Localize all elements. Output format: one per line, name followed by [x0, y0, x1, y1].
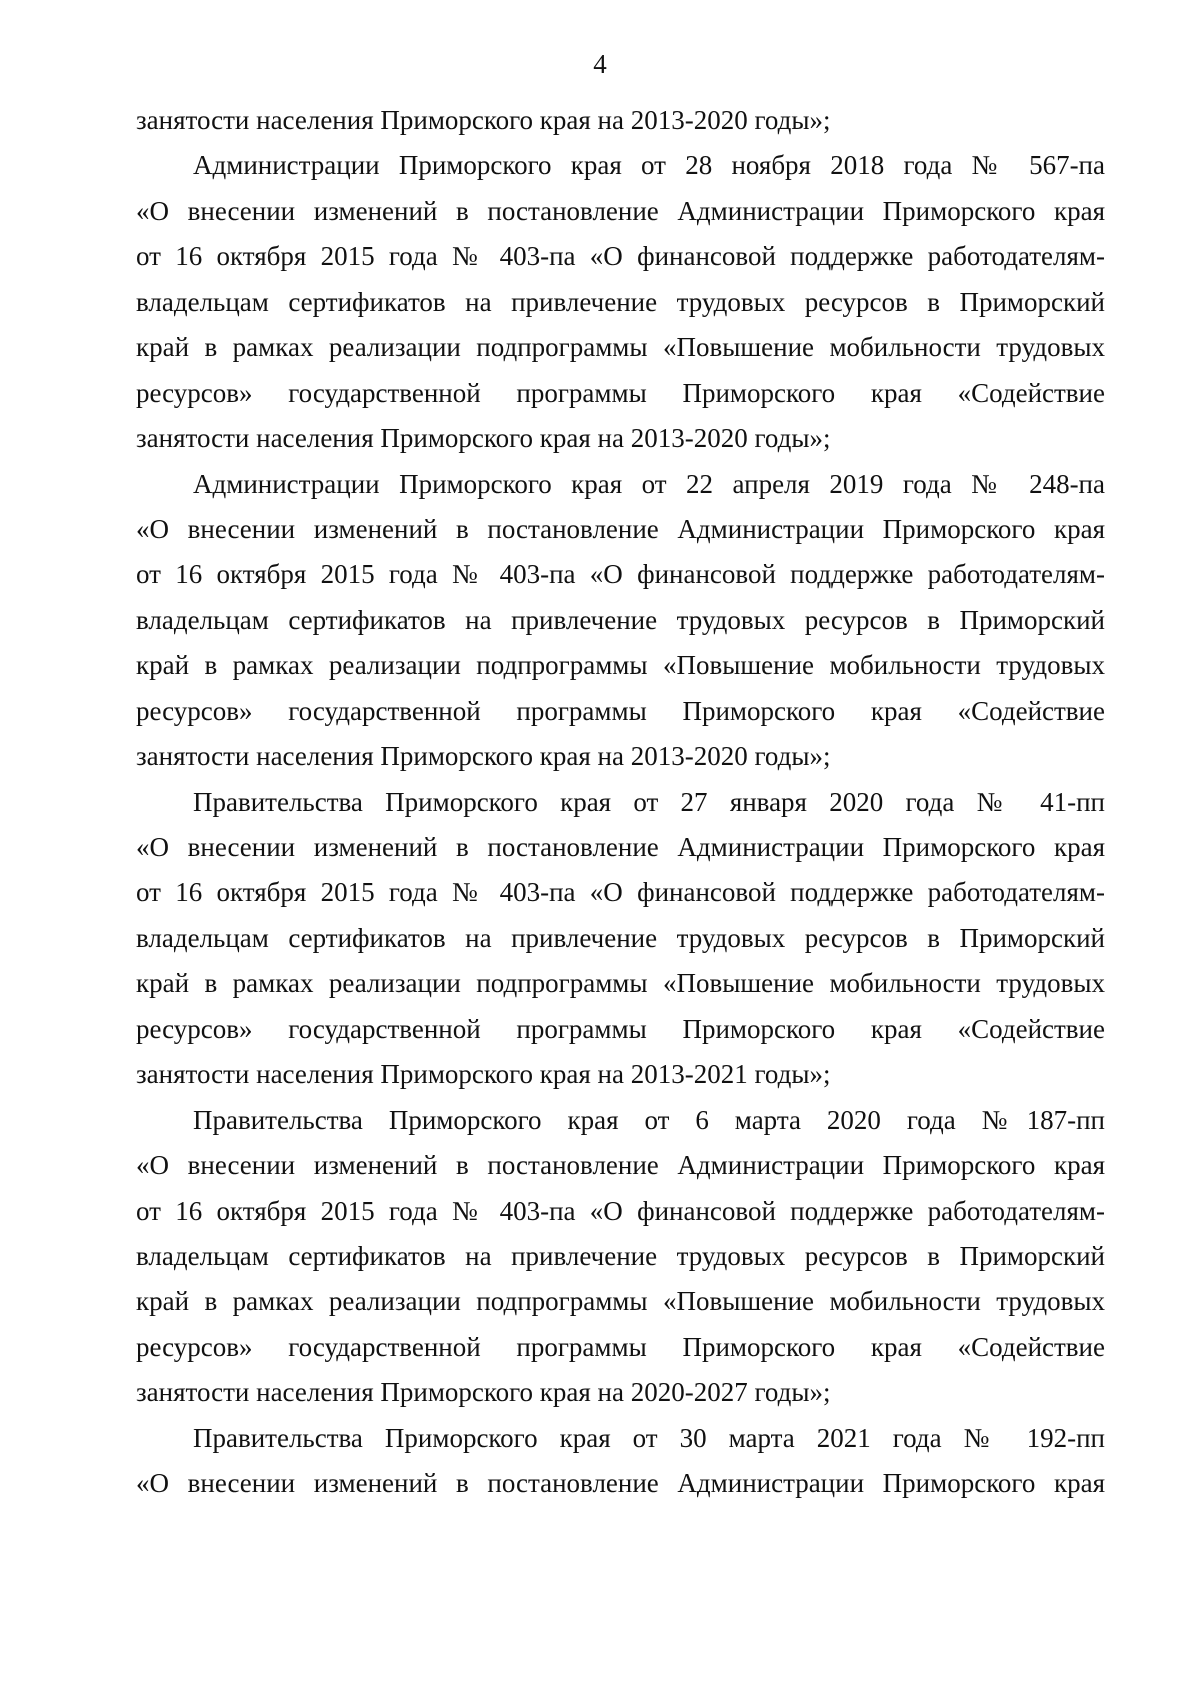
text-line: край в рамках реализации подпрограммы «Повышение мобильности трудовых	[136, 1286, 1105, 1317]
text-line: от 16 октября 2015 года № 403-па «О финансовой поддержке работодателям-	[136, 877, 1105, 908]
text-line: занятости населения Приморского края на 2013-2020 годы»;	[136, 741, 831, 772]
paragraph	[136, 1098, 1105, 1416]
paragraph	[136, 462, 1105, 780]
paragraph	[136, 98, 1105, 143]
text-line: край в рамках реализации подпрограммы «Повышение мобильности трудовых	[136, 332, 1105, 363]
text-line: владельцам сертификатов на привлечение трудовых ресурсов в Приморский	[136, 286, 1105, 317]
text-line: от 16 октября 2015 года № 403-па «О финансовой поддержке работодателям-	[136, 559, 1105, 590]
text-line: «О внесении изменений в постановление Администрации Приморского края	[136, 832, 1105, 862]
text-line: ресурсов» государственной программы Приморского края «Содействие	[136, 377, 1105, 408]
text-line: занятости населения Приморского края на 2013-2020 годы»;	[136, 105, 831, 135]
text-line: ресурсов» государственной программы Приморского края «Содействие	[136, 695, 1105, 726]
text-line: занятости населения Приморского края на 2013-2020 годы»;	[136, 423, 831, 454]
text-line: «О внесении изменений в постановление Администрации Приморского края	[136, 513, 1105, 544]
text-line: Администрации Приморского края от 22 апреля 2019 года № 248-па	[193, 468, 1105, 499]
text-line: «О внесении изменений в постановление Администрации Приморского края	[136, 1150, 1105, 1181]
text-line: «О внесении изменений в постановление Администрации Приморского края	[136, 195, 1105, 226]
text-line: Правительства Приморского края от 27 января 2020 года № 41-пп	[193, 786, 1105, 817]
text-line: владельцам сертификатов на привлечение трудовых ресурсов в Приморский	[136, 604, 1105, 635]
text-line: Правительства Приморского края от 30 марта 2021 года № 192-пп	[193, 1422, 1105, 1453]
text-line: Администрации Приморского края от 28 ноября 2018 года № 567-па	[193, 150, 1105, 181]
text-line: ресурсов» государственной программы Приморского края «Содействие	[136, 1013, 1105, 1044]
text-line: Правительства Приморского края от 6 марта 2020 года №187-пп	[193, 1104, 1105, 1135]
paragraph	[136, 1416, 1105, 1507]
page-number: 4	[593, 49, 607, 79]
text-line: владельцам сертификатов на привлечение трудовых ресурсов в Приморский	[136, 922, 1105, 953]
text-line: занятости населения Приморского края на 2013-2021 годы»;	[136, 1059, 831, 1090]
document-body	[136, 98, 1105, 1507]
text-line: занятости населения Приморского края на 2020-2027 годы»;	[136, 1377, 831, 1408]
paragraph	[136, 780, 1105, 1098]
text-line: владельцам сертификатов на привлечение трудовых ресурсов в Приморский	[136, 1240, 1105, 1271]
text-line: ресурсов» государственной программы Приморского края «Содействие	[136, 1331, 1105, 1362]
paragraph	[136, 143, 1105, 461]
text-line: «О внесении изменений в постановление Администрации Приморского края	[136, 1468, 1105, 1499]
text-line: от 16 октября 2015 года № 403-па «О финансовой поддержке работодателям-	[136, 1195, 1105, 1226]
text-line: от 16 октября 2015 года № 403-па «О финансовой поддержке работодателям-	[136, 241, 1105, 272]
text-line: край в рамках реализации подпрограммы «Повышение мобильности трудовых	[136, 650, 1105, 681]
text-line: край в рамках реализации подпрограммы «Повышение мобильности трудовых	[136, 968, 1105, 999]
